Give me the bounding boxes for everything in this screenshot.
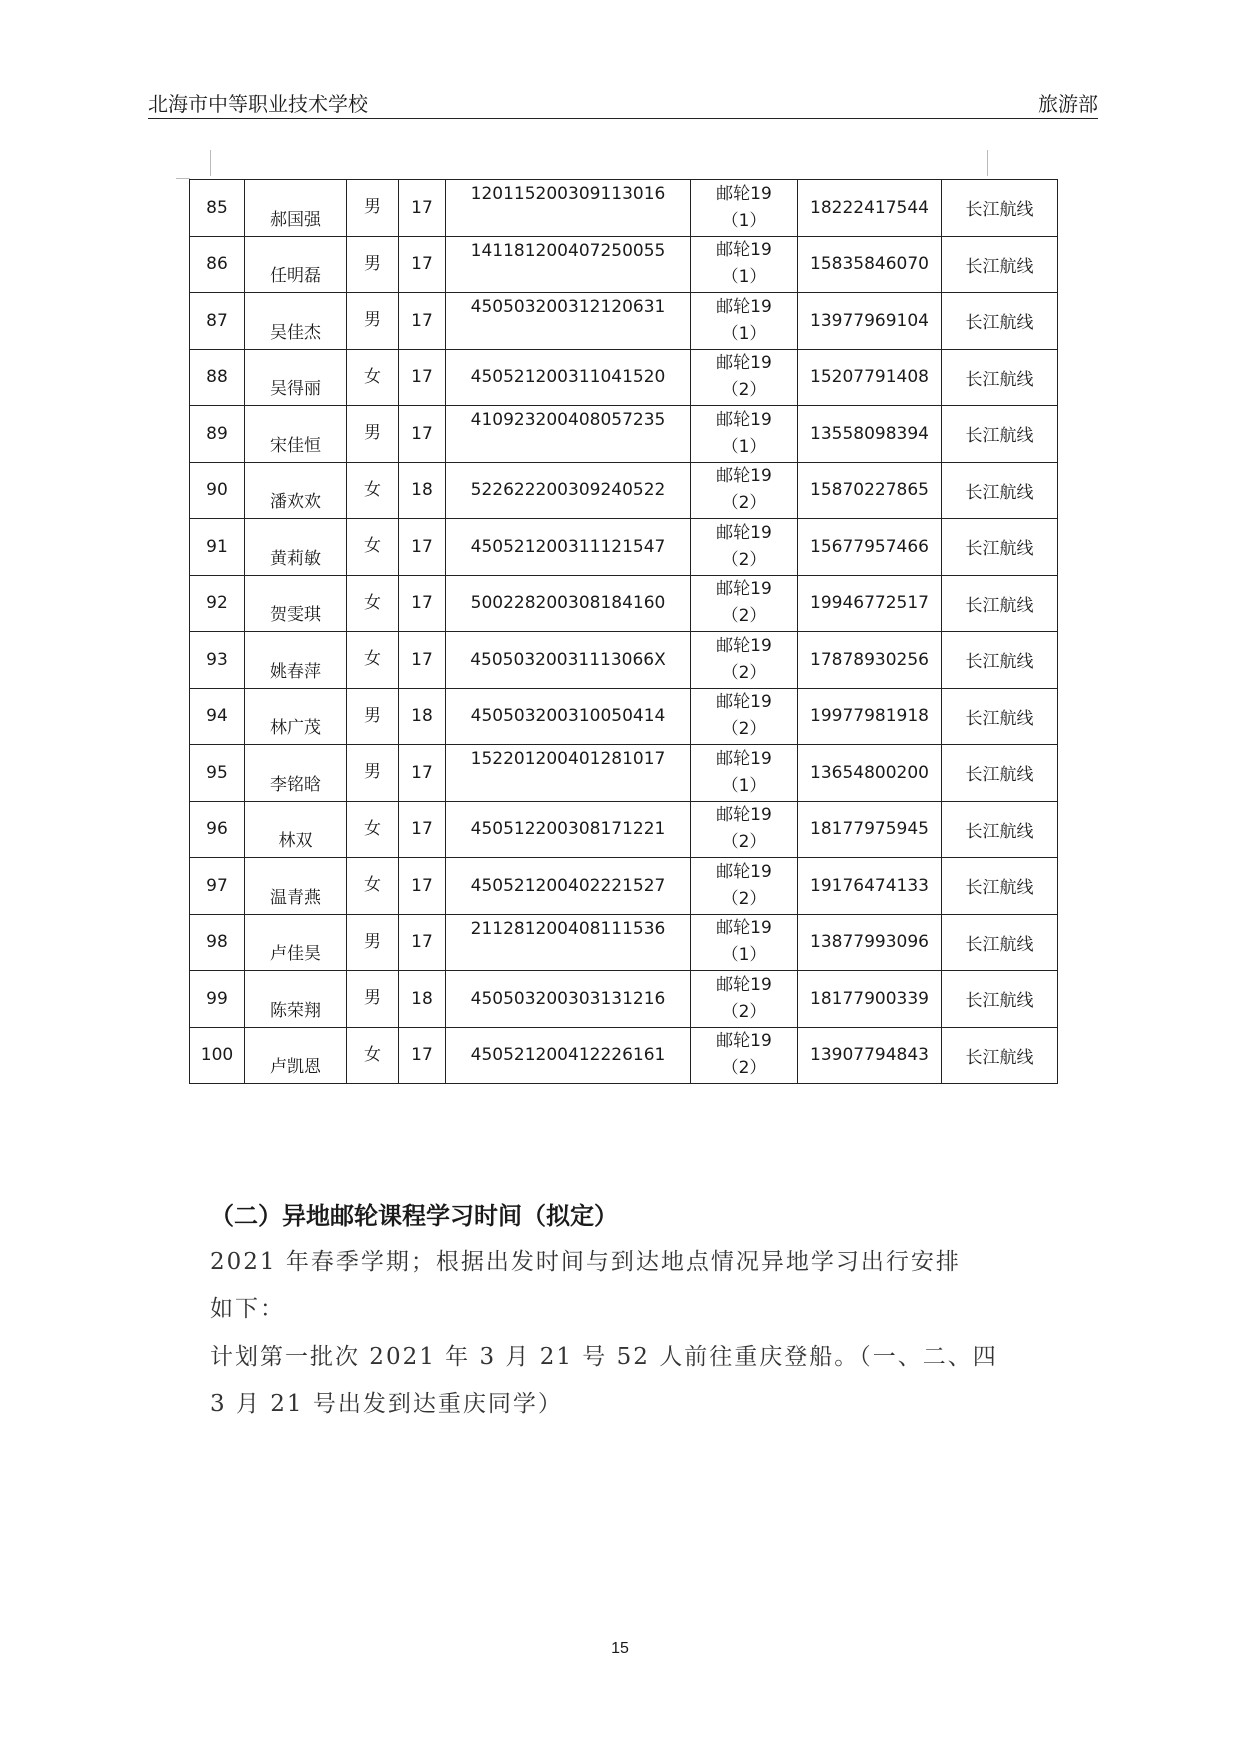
student-id-number: 450521200311121547 [446, 519, 691, 576]
row-number: 92 [190, 575, 245, 632]
student-age: 17 [399, 1027, 446, 1084]
student-id-number: 450521200412226161 [446, 1027, 691, 1084]
student-age: 17 [399, 745, 446, 802]
student-id-number: 211281200408111536 [446, 914, 691, 971]
student-class [691, 462, 798, 519]
class-number-line: （2） [721, 1058, 767, 1079]
student-route: 长江航线 [942, 632, 1058, 689]
student-age: 18 [399, 688, 446, 745]
student-id-number: 450503200310050414 [446, 688, 691, 745]
student-class [691, 858, 798, 915]
student-age: 17 [399, 180, 446, 237]
student-class [691, 1027, 798, 1084]
row-number: 90 [190, 462, 245, 519]
student-route: 长江航线 [942, 519, 1058, 576]
student-phone: 15677957466 [798, 519, 942, 576]
student-roster-table [189, 179, 1058, 1084]
student-name: 黄莉敏 [245, 519, 347, 576]
class-number-line: （1） [721, 775, 767, 796]
table-row [190, 688, 1058, 745]
student-age: 17 [399, 293, 446, 350]
student-class [691, 236, 798, 293]
student-age: 17 [399, 575, 446, 632]
student-class [691, 914, 798, 971]
student-phone: 17878930256 [798, 632, 942, 689]
student-id-number: 500228200308184160 [446, 575, 691, 632]
student-id-number: 152201200401281017 [446, 745, 691, 802]
student-age: 17 [399, 236, 446, 293]
student-id-number: 450503200303131216 [446, 971, 691, 1028]
class-number-line: （1） [721, 436, 767, 457]
student-route: 长江航线 [942, 180, 1058, 237]
table-row [190, 236, 1058, 293]
table-row [190, 1027, 1058, 1084]
student-age: 17 [399, 519, 446, 576]
student-name: 林广茂 [245, 688, 347, 745]
class-name-line: 邮轮19 [716, 522, 772, 543]
student-route: 长江航线 [942, 745, 1058, 802]
class-name-line: 邮轮19 [716, 974, 772, 995]
class-number-line: （2） [721, 380, 767, 401]
student-name: 吴得丽 [245, 349, 347, 406]
student-class [691, 180, 798, 237]
table-row [190, 406, 1058, 463]
student-route: 长江航线 [942, 462, 1058, 519]
class-name-line: 邮轮19 [716, 409, 772, 430]
class-name-line: 邮轮19 [716, 635, 772, 656]
class-name-line: 邮轮19 [716, 353, 772, 374]
student-sex: 女 [347, 632, 399, 689]
student-id-number: 450521200402221527 [446, 858, 691, 915]
student-class [691, 406, 798, 463]
student-class [691, 971, 798, 1028]
table-row [190, 971, 1058, 1028]
student-sex: 男 [347, 293, 399, 350]
student-name: 宋佳恒 [245, 406, 347, 463]
student-id-number: 120115200309113016 [446, 180, 691, 237]
student-phone: 18177975945 [798, 801, 942, 858]
class-number-line: （1） [721, 323, 767, 344]
student-id-number: 450512200308171221 [446, 801, 691, 858]
page-header [148, 88, 1098, 119]
class-number-line: （2） [721, 719, 767, 740]
student-name: 李铭晗 [245, 745, 347, 802]
table-row [190, 180, 1058, 237]
row-number: 97 [190, 858, 245, 915]
student-name: 卢凯恩 [245, 1027, 347, 1084]
class-name-line: 邮轮19 [716, 183, 772, 204]
table-row [190, 745, 1058, 802]
row-number: 99 [190, 971, 245, 1028]
table-row [190, 801, 1058, 858]
student-name: 潘欢欢 [245, 462, 347, 519]
class-number-line: （1） [721, 945, 767, 966]
row-number: 98 [190, 914, 245, 971]
student-name: 陈荣翔 [245, 971, 347, 1028]
school-name: 北海市中等职业技术学校 [148, 92, 368, 116]
table-row [190, 462, 1058, 519]
student-phone: 13654800200 [798, 745, 942, 802]
class-name-line: 邮轮19 [716, 805, 772, 826]
crop-mark-left-horizontal [176, 178, 190, 179]
row-number: 95 [190, 745, 245, 802]
student-phone: 15207791408 [798, 349, 942, 406]
crop-mark-left-vertical [210, 150, 211, 176]
student-id-number: 522622200309240522 [446, 462, 691, 519]
student-name: 任明磊 [245, 236, 347, 293]
student-route: 长江航线 [942, 406, 1058, 463]
student-sex: 男 [347, 914, 399, 971]
student-phone: 18222417544 [798, 180, 942, 237]
student-class [691, 575, 798, 632]
student-sex: 男 [347, 180, 399, 237]
student-phone: 19946772517 [798, 575, 942, 632]
student-sex: 男 [347, 688, 399, 745]
student-age: 17 [399, 801, 446, 858]
class-number-line: （2） [721, 606, 767, 627]
student-route: 长江航线 [942, 1027, 1058, 1084]
row-number: 85 [190, 180, 245, 237]
student-class [691, 349, 798, 406]
class-name-line: 邮轮19 [716, 296, 772, 317]
section-paragraph-line: 如下： [210, 1296, 285, 1322]
student-id-number: 45050320031113066X [446, 632, 691, 689]
student-name: 姚春萍 [245, 632, 347, 689]
student-sex: 女 [347, 349, 399, 406]
student-route: 长江航线 [942, 858, 1058, 915]
class-number-line: （2） [721, 1001, 767, 1022]
student-name: 温青燕 [245, 858, 347, 915]
student-age: 17 [399, 632, 446, 689]
student-route: 长江航线 [942, 349, 1058, 406]
student-name: 贺雯琪 [245, 575, 347, 632]
student-phone: 13877993096 [798, 914, 942, 971]
class-number-line: （1） [721, 210, 767, 231]
student-age: 17 [399, 406, 446, 463]
student-phone: 15870227865 [798, 462, 942, 519]
department-name: 旅游部 [1038, 92, 1098, 116]
class-name-line: 邮轮19 [716, 240, 772, 261]
class-name-line: 邮轮19 [716, 748, 772, 769]
student-phone: 13907794843 [798, 1027, 942, 1084]
student-phone: 18177900339 [798, 971, 942, 1028]
student-sex: 女 [347, 462, 399, 519]
class-name-line: 邮轮19 [716, 692, 772, 713]
student-age: 17 [399, 858, 446, 915]
class-name-line: 邮轮19 [716, 1031, 772, 1052]
student-name: 卢佳昊 [245, 914, 347, 971]
student-class [691, 745, 798, 802]
student-route: 长江航线 [942, 575, 1058, 632]
row-number: 87 [190, 293, 245, 350]
table-row [190, 519, 1058, 576]
row-number: 94 [190, 688, 245, 745]
student-sex: 男 [347, 236, 399, 293]
row-number: 89 [190, 406, 245, 463]
student-phone: 19977981918 [798, 688, 942, 745]
student-sex: 女 [347, 858, 399, 915]
student-sex: 男 [347, 745, 399, 802]
student-route: 长江航线 [942, 801, 1058, 858]
row-number: 91 [190, 519, 245, 576]
student-id-number: 450521200311041520 [446, 349, 691, 406]
crop-mark-right-vertical [987, 150, 988, 176]
student-age: 18 [399, 971, 446, 1028]
table-row [190, 632, 1058, 689]
table-row [190, 349, 1058, 406]
class-number-line: （2） [721, 493, 767, 514]
page-number: 15 [611, 1640, 629, 1657]
table-row [190, 293, 1058, 350]
student-phone: 13558098394 [798, 406, 942, 463]
student-class [691, 632, 798, 689]
table-row [190, 858, 1058, 915]
student-name: 林双 [245, 801, 347, 858]
student-sex: 女 [347, 1027, 399, 1084]
class-number-line: （2） [721, 662, 767, 683]
student-route: 长江航线 [942, 293, 1058, 350]
student-route: 长江航线 [942, 688, 1058, 745]
row-number: 96 [190, 801, 245, 858]
student-phone: 19176474133 [798, 858, 942, 915]
student-age: 17 [399, 914, 446, 971]
row-number: 100 [190, 1027, 245, 1084]
student-class [691, 688, 798, 745]
student-route: 长江航线 [942, 236, 1058, 293]
student-sex: 女 [347, 801, 399, 858]
student-sex: 女 [347, 575, 399, 632]
student-route: 长江航线 [942, 914, 1058, 971]
student-class [691, 519, 798, 576]
class-name-line: 邮轮19 [716, 466, 772, 487]
class-name-line: 邮轮19 [716, 861, 772, 882]
student-age: 18 [399, 462, 446, 519]
student-phone: 15835846070 [798, 236, 942, 293]
table-row [190, 575, 1058, 632]
student-name: 吴佳杰 [245, 293, 347, 350]
row-number: 93 [190, 632, 245, 689]
student-id-number: 410923200408057235 [446, 406, 691, 463]
row-number: 88 [190, 349, 245, 406]
student-class [691, 801, 798, 858]
class-number-line: （1） [721, 267, 767, 288]
table-row [190, 914, 1058, 971]
section-heading: （二）异地邮轮课程学习时间（拟定） [210, 1201, 618, 1230]
student-age: 17 [399, 349, 446, 406]
student-class [691, 293, 798, 350]
student-name: 郝国强 [245, 180, 347, 237]
section-paragraph-line: 2021 年春季学期；根据出发时间与到达地点情况异地学习出行安排 [210, 1249, 961, 1275]
class-number-line: （2） [721, 888, 767, 909]
student-route: 长江航线 [942, 971, 1058, 1028]
student-phone: 13977969104 [798, 293, 942, 350]
class-name-line: 邮轮19 [716, 579, 772, 600]
section-paragraph-line: 3 月 21 号出发到达重庆同学） [210, 1391, 563, 1417]
student-id-number: 450503200312120631 [446, 293, 691, 350]
student-sex: 男 [347, 971, 399, 1028]
class-number-line: （2） [721, 832, 767, 853]
section-paragraph-line: 计划第一批次 2021 年 3 月 21 号 52 人前往重庆登船。（一、二、四 [210, 1344, 998, 1370]
class-name-line: 邮轮19 [716, 918, 772, 939]
student-sex: 男 [347, 406, 399, 463]
class-number-line: （2） [721, 549, 767, 570]
row-number: 86 [190, 236, 245, 293]
student-sex: 女 [347, 519, 399, 576]
student-id-number: 141181200407250055 [446, 236, 691, 293]
